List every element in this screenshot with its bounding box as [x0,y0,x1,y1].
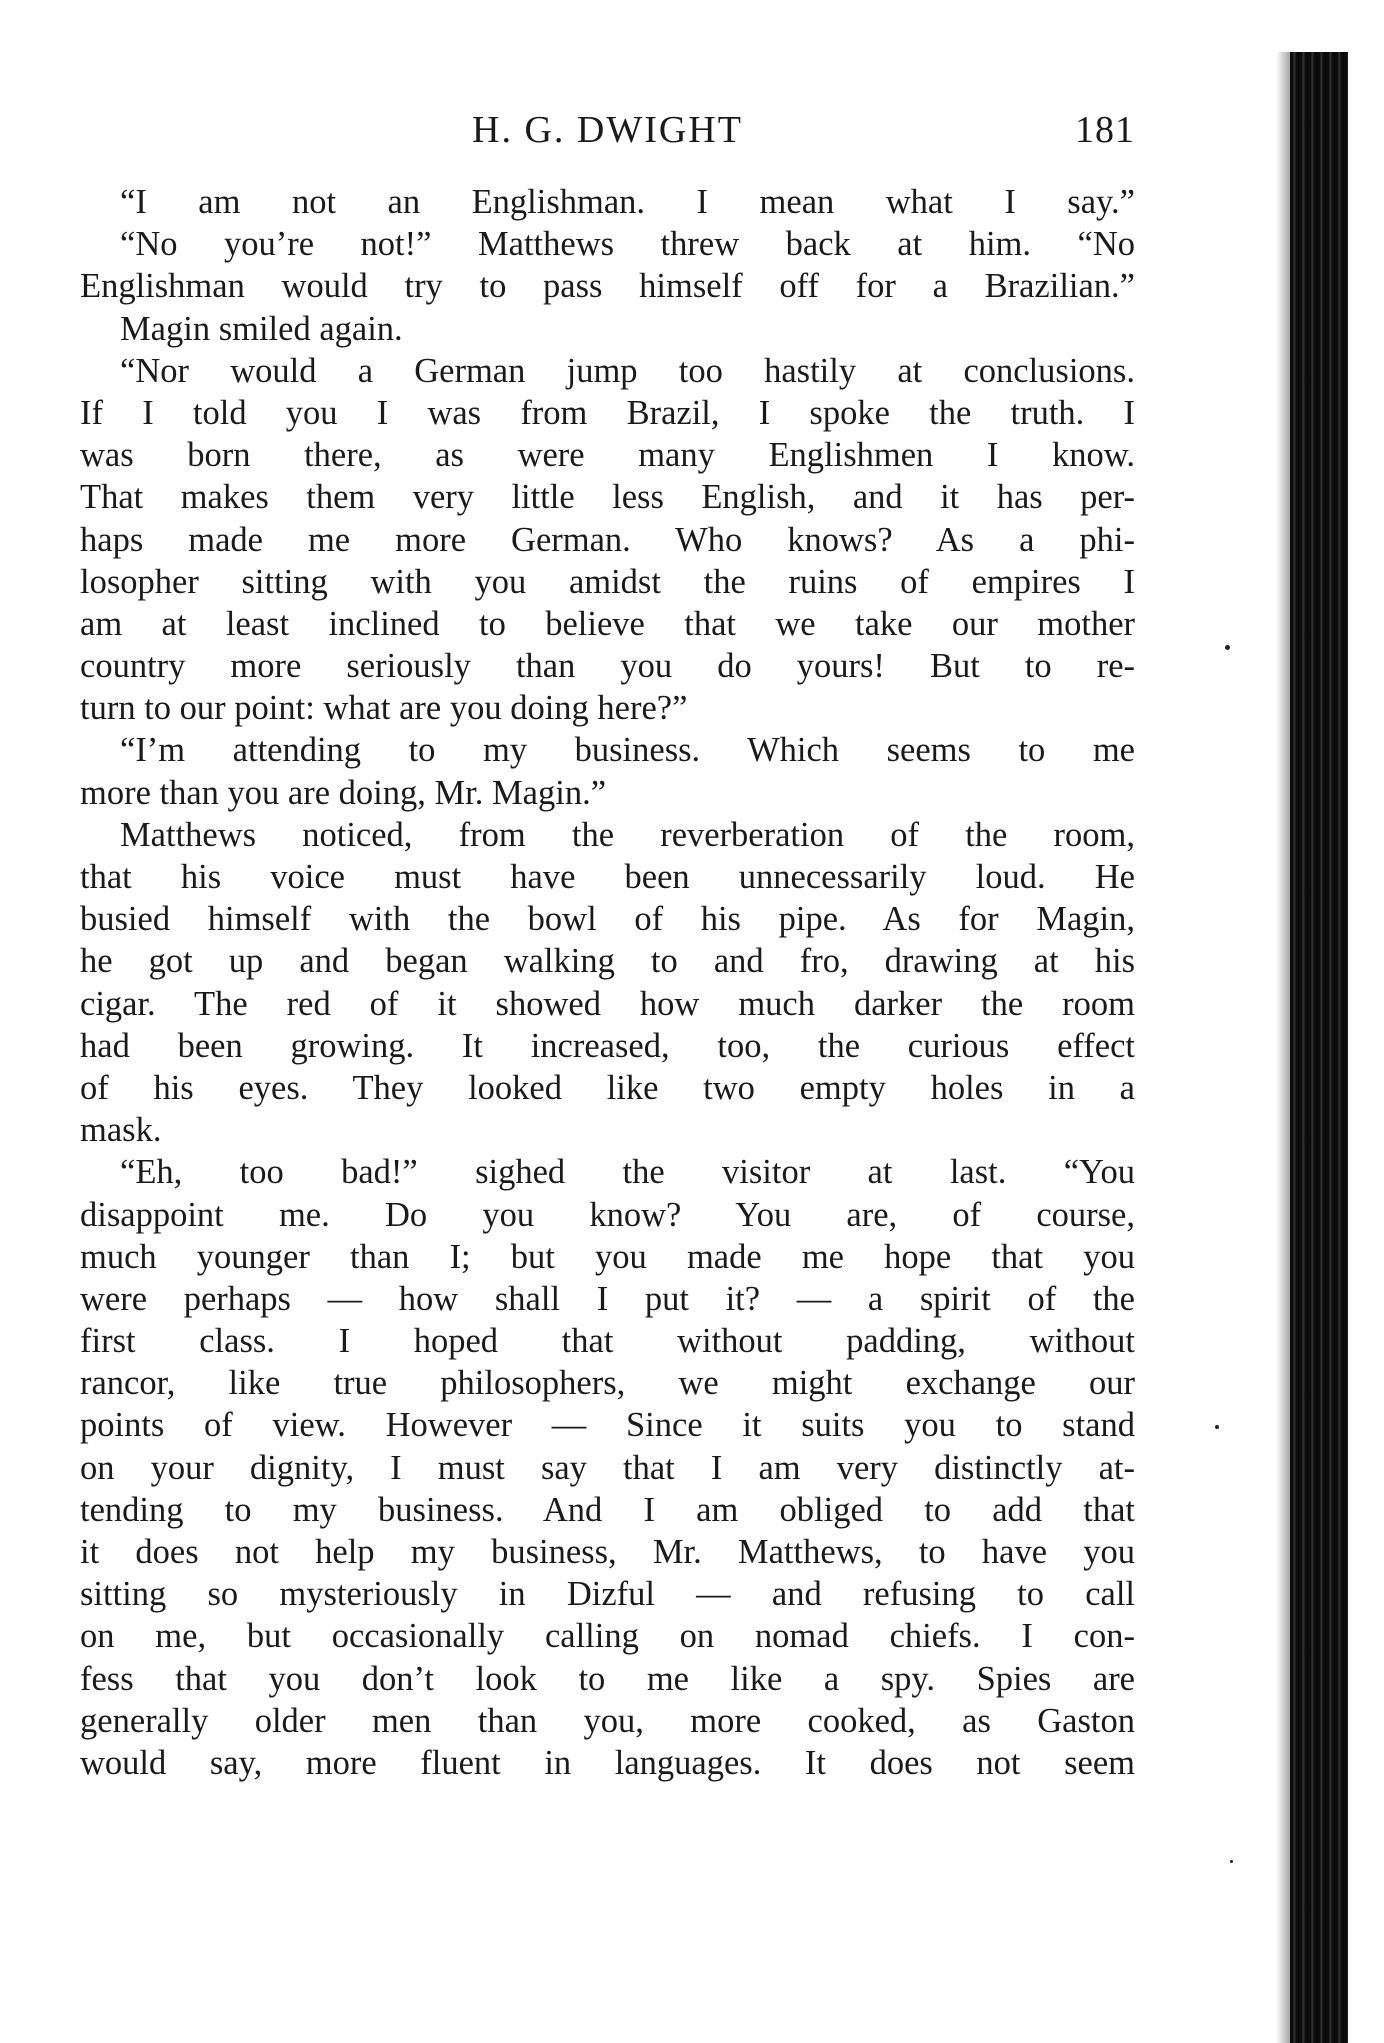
text-line: Englishman would try to pass himself off for a Brazilian.” [80,267,1135,306]
text-line: busied himself with the bowl of his pipe. As for Magin, [80,900,1135,939]
text-line: “Eh, too bad!” sighed the visitor at last. “You [120,1153,1135,1192]
page-header [80,108,1135,156]
running-head: H. G. DWIGHT [472,109,743,151]
text-line: “I’m attending to my business. Which seems to me [120,731,1135,770]
text-line: were perhaps — how shall I put it? — a spirit of the [80,1279,1135,1318]
text-line: on your dignity, I must say that I am very distinctly at- [80,1448,1135,1487]
text-line: losopher sitting with you amidst the ruins of empires I [80,562,1135,601]
text-line: mask. [80,1111,162,1150]
text-line: points of view. However — Since it suits you to stand [80,1406,1135,1445]
text-line: more than you are doing, Mr. Magin.” [80,773,607,812]
text-line: disappoint me. Do you know? You are, of course, [80,1195,1135,1234]
text-line: “No you’re not!” Matthews threw back at him. “No [120,225,1135,264]
page-number: 181 [1075,109,1135,151]
text-line: was born there, as were many Englishmen I know. [80,436,1135,475]
ink-speck [1215,1425,1219,1429]
text-line: That makes them very little less English, and it has per- [80,478,1135,517]
text-line: would say, more fluent in languages. It does not seem [80,1743,1135,1782]
text-line: first class. I hoped that without padding, without [80,1322,1135,1361]
text-line: rancor, like true philosophers, we might exchange our [80,1364,1135,1403]
text-line: generally older men than you, more cooked, as Gaston [80,1701,1135,1740]
text-line: “Nor would a German jump too hastily at conclusions. [120,351,1135,390]
text-line: fess that you don’t look to me like a spy. Spies are [80,1659,1135,1698]
text-line: of his eyes. They looked like two empty holes in a [80,1068,1135,1107]
text-line: haps made me more German. Who knows? As a phi- [80,520,1135,559]
text-line: am at least inclined to believe that we take our mother [80,604,1135,643]
body-text [80,181,1135,1784]
text-line: he got up and began walking to and fro, drawing at his [80,942,1135,981]
text-line: If I told you I was from Brazil, I spoke the truth. I [80,393,1135,432]
text-line: had been growing. It increased, too, the curious effect [80,1026,1135,1065]
text-line: that his voice must have been unnecessarily loud. He [80,858,1135,896]
text-line: country more seriously than you do yours! But to re- [80,647,1135,686]
text-line: much younger than I; but you made me hope that you [80,1237,1135,1276]
text-line: on me, but occasionally calling on nomad chiefs. I con- [80,1617,1135,1656]
text-line: turn to our point: what are you doing here?” [80,689,688,728]
ink-speck [1225,645,1230,650]
text-line: Magin smiled again. [120,309,403,348]
page-edge-bar [1290,52,1348,2043]
ink-speck [1230,1860,1233,1863]
binding-shadow [1276,52,1290,2043]
text-line: it does not help my business, Mr. Matthews, to have you [80,1533,1135,1571]
text-line: “I am not an Englishman. I mean what I say.” [120,183,1135,221]
text-line: Matthews noticed, from the reverberation of the room, [120,815,1135,854]
text-line: tending to my business. And I am obliged to add that [80,1490,1135,1529]
text-line: cigar. The red of it showed how much darker the room [80,984,1135,1023]
text-line: sitting so mysteriously in Dizful — and refusing to call [80,1575,1135,1614]
